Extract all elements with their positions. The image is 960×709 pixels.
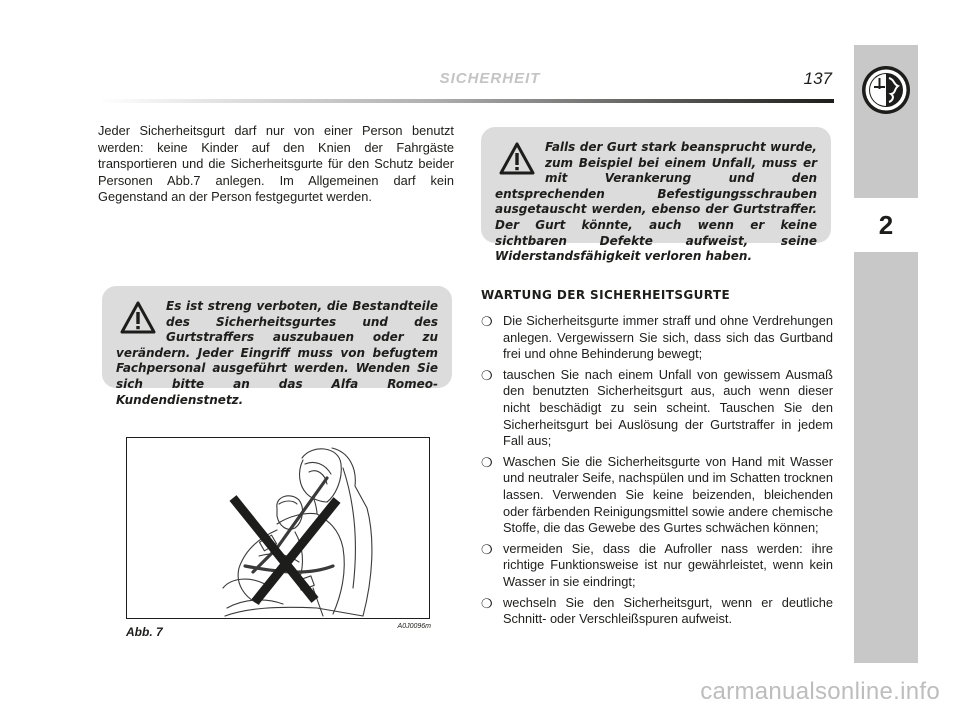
warning-text: Es ist streng verboten, die Bestandteile des Sicherheitsgurtes und des Gurtstraffers auszubauen oder zu verändern. Jeder Eingriff muss von befugtem Fachpersonal ausgeführt werden. Wenden Sie sich bitte an das Alfa Romeo-Kundendienstnetz. [116,299,438,407]
bullet-circle-icon: ❍ [481,541,493,557]
list-item: ❍ tauschen Sie nach einem Unfall von gewissem Ausmaß den benutzten Sicherheitsgurt aus, auch wenn dieser nicht beschädigt zu sein scheint. Tauschen Sie den Sicherheitsgurt bei Auslösung der Gurtstraffer in jedem Fall aus; [481,366,833,449]
chapter-number: 2 [854,198,918,252]
intro-paragraph: Jeder Sicherheitsgurt darf nur von einer Person benutzt werden: keine Kinder auf den Knien der Fahrgäste transportieren und die Sicherheitsgurte für den Schutz beider Personen Abb.7 anlegen. Im Allgemeinen darf kein Gegenstand an der Person festgegurtet werden. [98,123,454,205]
section-title: SICHERHEIT [439,70,541,87]
bullet-circle-icon: ❍ [481,454,493,470]
list-item: ❍ Die Sicherheitsgurte immer straff und ohne Verdrehungen anlegen. Vergewissern Sie sich, dass sich das Gurtband frei und ohne Behinderung bewegt; [481,313,833,362]
warning-triangle-icon [499,142,535,176]
figure-abb-7 [126,437,430,619]
list-item: ❍ vermeiden Sie, dass die Aufroller nass werden: ihre richtige Funktionsweise ist nur gewährleistet, wenn kein Wasser in sie eindringt; [481,540,833,589]
list-item: ❍ Waschen Sie die Sicherheitsgurte von Hand mit Wasser und neutraler Seife, nachspülen und im Schatten trocknen lassen. Verwenden Sie keine beizenden, bleichenden oder färbenden Reinigungsmittel sowie andere chemische Stoffe, die das Gewebe des Gurtes schwächen können; [481,453,833,536]
page-number: 137 [803,69,832,88]
bullet-circle-icon: ❍ [481,367,493,383]
maintenance-heading: WARTUNG DER SICHERHEITSGURTE [481,288,731,302]
figure-caption: Abb. 7 [126,625,163,639]
bullet-circle-icon: ❍ [481,595,493,611]
maintenance-list [481,313,833,632]
figure-code: A0J0096m [397,623,431,630]
header-rule [98,98,834,104]
list-item: ❍ wechseln Sie den Sicherheitsgurt, wenn er deutliche Schnitt- oder Verschleißspuren aufweist. [481,594,833,627]
alfa-romeo-logo-icon [860,64,912,116]
watermark: carmanualsonline.info [700,678,940,705]
warning-box-belt-replacement [481,127,831,264]
illustration-forbidden-belt-sharing [127,438,429,618]
chapter-side-column [854,45,918,663]
bullet-circle-icon: ❍ [481,314,493,329]
warning-box-no-modification [102,286,452,407]
warning-triangle-icon [120,301,156,335]
warning-text: Falls der Gurt stark beansprucht wurde, zum Beispiel bei einem Unfall, muss er mit Verankerung und den entsprechenden Befestigungsschrauben ausgetauscht werden, ebenso der Gurtstraffer. Der Gurt könnte, auch wenn er keine sichtbaren Defekte aufweist, seine Widerstandsfähigkeit verloren haben. [495,140,817,264]
